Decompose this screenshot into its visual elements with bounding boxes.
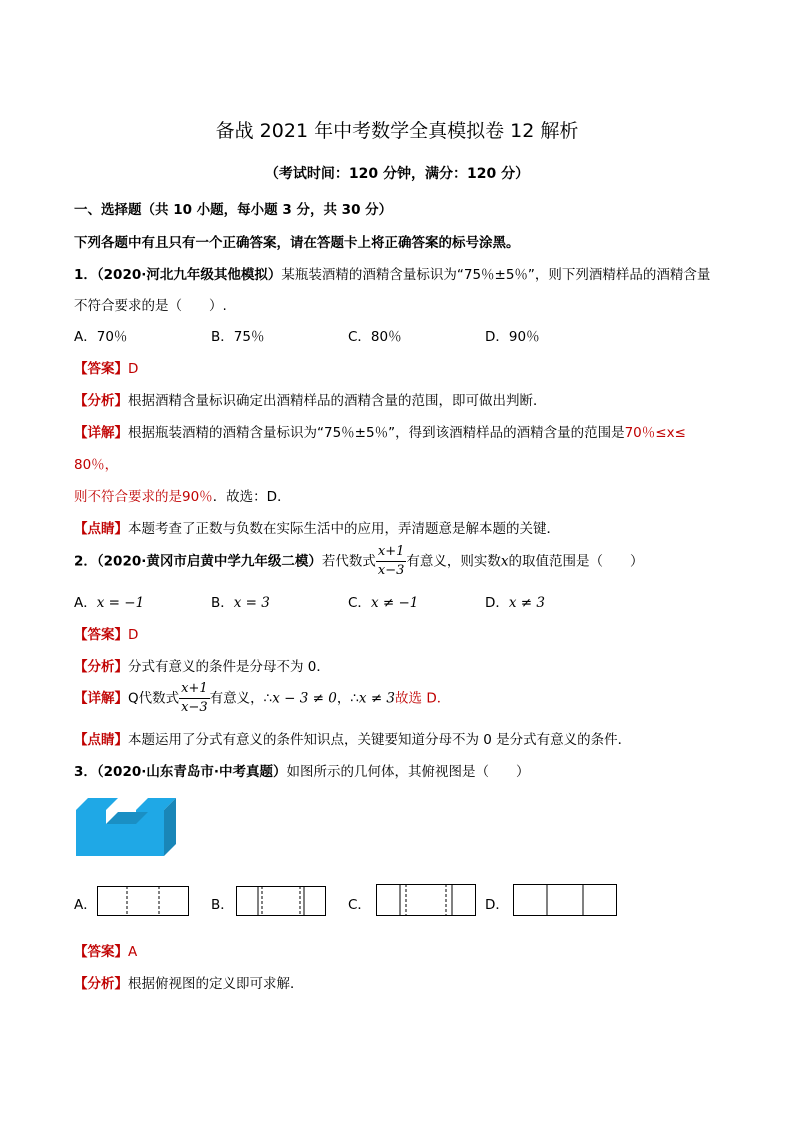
q2-answer-value: D — [128, 627, 139, 643]
q1-stem-line2: 不符合要求的是（ ）. — [74, 298, 227, 314]
q3-option-a: A． — [74, 897, 97, 913]
q3-stem-text: 如图所示的几何体，其俯视图是（ ） — [286, 764, 530, 780]
q3-option-c: C． — [348, 897, 371, 913]
comment-label: 【点睛】 — [74, 732, 128, 748]
q3-answer-value: A — [128, 944, 138, 960]
answer-label: 【答案】 — [74, 361, 128, 377]
q1-number: 1． — [74, 267, 97, 283]
q1-option-a: A．70％ — [74, 329, 128, 345]
q2-source: （2020·黄冈市启黄中学九年级二模） — [96, 553, 322, 570]
detail-label: 【详解】 — [74, 690, 128, 707]
q1-option-c: C．80％ — [348, 329, 402, 345]
q2-option-d-label: D． — [485, 595, 509, 611]
instruction: 下列各题中有且只有一个正确答案，请在答题卡上将正确答案的标号涂黑。 — [74, 235, 520, 251]
q1-detail-value: 90％ — [182, 489, 213, 505]
q2-stem-end: 的取值范围是（ ） — [508, 553, 644, 570]
q1-option-b: B．75％ — [211, 329, 265, 345]
exam-info: （考试时间：120 分钟，满分：120 分） — [264, 166, 530, 182]
section-heading: 一、选择题（共 10 小题，每小题 3 分，共 30 分） — [74, 202, 393, 218]
q2-option-b-math: x = 3 — [233, 595, 270, 611]
q3-answer — [74, 940, 137, 960]
q3-option-c-diagram — [376, 884, 476, 916]
q1-answer — [74, 357, 138, 377]
q1-stem — [74, 263, 710, 283]
q1-option-d: D．90％ — [485, 329, 540, 345]
q2-analysis-text: 分式有意义的条件是分母不为 0． — [128, 659, 330, 675]
q1-source: （2020·河北九年级其他模拟） — [96, 267, 282, 283]
q3-option-d-diagram — [513, 884, 617, 916]
q2-stem-variable: x — [500, 553, 509, 570]
q2-option-b — [211, 591, 270, 611]
q3-source: （2020·山东青岛市·中考真题） — [96, 764, 287, 780]
q1-detail-line3 — [74, 485, 291, 505]
q2-answer — [74, 623, 138, 643]
q2-option-d — [485, 591, 545, 611]
q1-detail-line2: 80％， — [74, 457, 119, 473]
q2-detail-math2: x ≠ 3 — [358, 690, 396, 707]
q2-comment — [74, 728, 631, 748]
q2-option-c-label: C． — [348, 595, 371, 611]
analysis-label: 【分析】 — [74, 659, 128, 675]
q3-number: 3． — [74, 764, 97, 780]
q2-option-a — [74, 591, 144, 611]
q1-detail-conclusion: ．故选：D． — [212, 489, 291, 505]
q2-option-c-math: x ≠ −1 — [370, 595, 419, 611]
q2-option-d-math: x ≠ 3 — [508, 595, 546, 611]
q3-option-b: B． — [211, 897, 234, 913]
q3-stem — [74, 760, 530, 780]
q3-option-a-diagram — [97, 886, 189, 916]
q3-option-d: D． — [485, 897, 509, 913]
q2-comment-text: 本题运用了分式有意义的条件知识点，关键要知道分母不为 0 是分式有意义的条件． — [128, 732, 632, 748]
solid-figure — [76, 798, 176, 858]
q2-stem-post: 有意义，则实数 — [406, 553, 501, 570]
answer-label: 【答案】 — [74, 627, 128, 643]
q2-stem — [74, 543, 643, 580]
analysis-label: 【分析】 — [74, 976, 128, 992]
q2-detail — [74, 680, 450, 717]
solid-top-face — [76, 798, 118, 810]
q2-option-c — [348, 591, 418, 611]
page-title: 备战 2021 年中考数学全真模拟卷 12 解析 — [215, 120, 579, 142]
q2-number: 2． — [74, 553, 97, 570]
q1-stem-text: 某瓶装酒精的酒精含量标识为“75％±5％”，则下列酒精样品的酒精含量 — [281, 267, 711, 283]
q2-detail-pre: Q代数式 — [128, 690, 180, 707]
q1-detail-range: 70％≤x≤ — [624, 425, 686, 441]
q2-detail-mid: 有意义，∴ — [209, 690, 273, 707]
q1-detail — [74, 421, 686, 441]
comment-label: 【点睛】 — [74, 521, 128, 537]
q2-fraction — [376, 543, 407, 580]
q1-detail-text: 根据瓶装酒精的酒精含量标识为“75％±5％”，得到该酒精样品的酒精含量的范围是 — [128, 425, 625, 441]
q2-analysis — [74, 655, 330, 675]
q2-option-a-math: x = −1 — [96, 595, 145, 611]
q1-detail-line3-text: 则不符合要求的是 — [74, 489, 182, 505]
q3-option-b-diagram — [236, 886, 326, 916]
q1-analysis — [74, 389, 547, 409]
q1-comment — [74, 517, 560, 537]
q1-analysis-text: 根据酒精含量标识确定出酒精样品的酒精含量的范围，即可做出判断． — [128, 393, 547, 409]
q2-fraction-numerator: x+1 — [376, 543, 407, 562]
q2-detail-math1: x − 3 ≠ 0 — [272, 690, 337, 707]
q1-comment-text: 本题考查了正数与负数在实际生活中的应用，弄清题意是解本题的关键． — [128, 521, 560, 537]
q2-detail-fraction — [179, 680, 210, 717]
analysis-label: 【分析】 — [74, 393, 128, 409]
q2-detail-mid2: ，∴ — [336, 690, 359, 707]
q2-detail-end: 故选 D． — [395, 690, 451, 707]
q2-stem-pre: 若代数式 — [321, 553, 376, 570]
q2-detail-fraction-numerator: x+1 — [179, 680, 210, 699]
q3-analysis-text: 根据俯视图的定义即可求解． — [128, 976, 304, 992]
q1-answer-value: D — [128, 361, 139, 377]
q3-analysis — [74, 972, 304, 992]
q2-option-b-label: B． — [211, 595, 234, 611]
answer-label: 【答案】 — [74, 944, 128, 960]
q2-fraction-denominator: x−3 — [377, 563, 405, 578]
detail-label: 【详解】 — [74, 425, 128, 441]
q2-detail-fraction-denominator: x−3 — [181, 700, 208, 715]
q2-option-a-label: A． — [74, 595, 97, 611]
